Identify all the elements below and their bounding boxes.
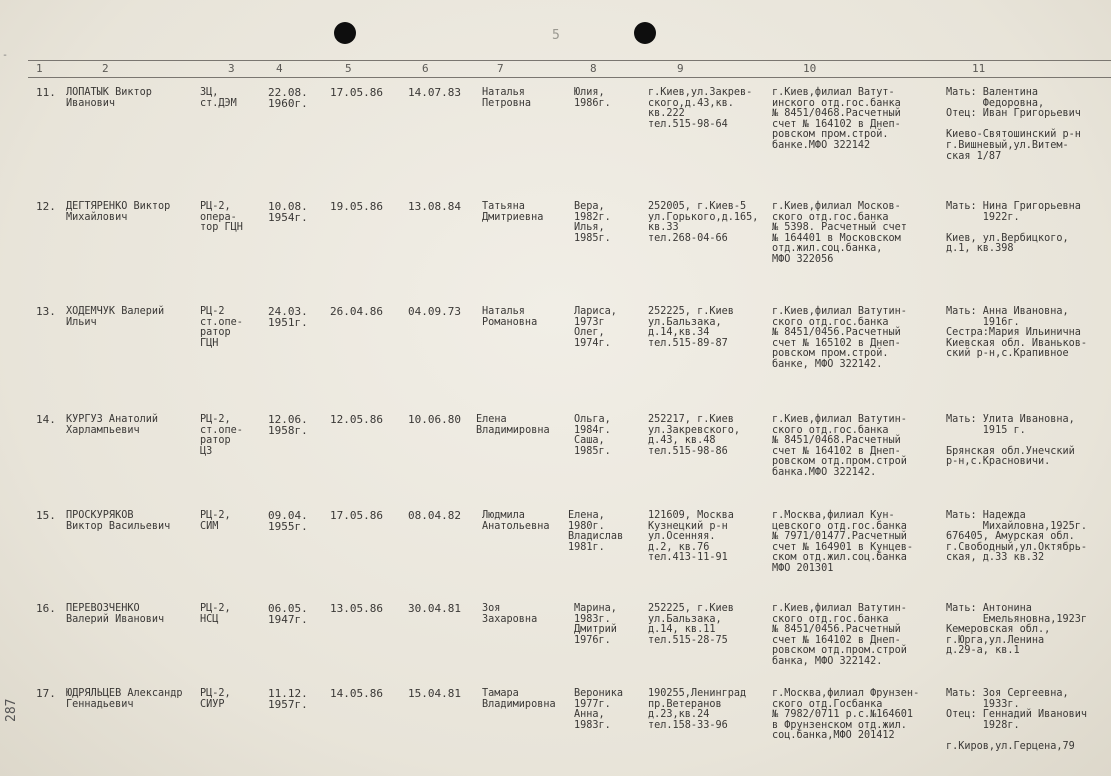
full-name: ХОДЕМЧУК Валерий Ильич [66, 306, 165, 328]
date-col5: 12.05.86 [330, 413, 383, 426]
column-number: 9 [677, 62, 684, 75]
wife-name: Тамара Владимировна [482, 688, 556, 710]
unit-position: РЦ-2, СИМ [200, 510, 231, 532]
wife-name: Людмила Анатольевна [482, 510, 550, 532]
bank-details: г.Киев,филиал Ватутин- ского отд.гос.банка № 8451/0456.Расчетный счет № 164102 в Днеп- ровском отд.пром.строй банка, МФО 322142. [772, 603, 907, 667]
bank-details: г.Киев,филиал Ватутин- ского отд.гос.банка № 8451/0456.Расчетный счет № 165102 в Днеп- ровском пром.строй. банке, МФО 322142. [772, 306, 907, 370]
date-col6: 10.06.80 [408, 413, 461, 426]
unit-position: РЦ-2, опера- тор ГЦН [200, 201, 243, 234]
page-number: 5 [552, 28, 560, 43]
unit-position: РЦ-2, ст.опе- ратор ЦЗ [200, 414, 243, 457]
date-col6: 15.04.81 [408, 687, 461, 700]
date-col6: 08.04.82 [408, 509, 461, 522]
row-number: 17. [36, 687, 56, 700]
date-col6: 30.04.81 [408, 602, 461, 615]
column-number: 2 [102, 62, 109, 75]
bank-details: г.Киев,филиал Ватутин- ского отд.гос.банка № 8451/0468.Расчетный счет № 164102 в Днеп- ровском отд.пром.строй банка.МФО 322142. [772, 414, 907, 478]
archive-mark: 287 [4, 698, 19, 722]
column-number: 4 [276, 62, 283, 75]
date-col6: 04.09.73 [408, 305, 461, 318]
column-number: 10 [803, 62, 817, 75]
row-number: 16. [36, 602, 56, 615]
row-number: 15. [36, 509, 56, 522]
birth-date: 22.08. 1960г. [268, 86, 308, 110]
home-address: 190255,Ленинград пр.Ветеранов д.23,кв.24 тел.158-33-96 [648, 688, 747, 731]
children: Вера, 1982г. Илья, 1985г. [574, 201, 611, 244]
full-name: ПРОСКУРЯКОВ Виктор Васильевич [66, 510, 171, 532]
home-address: 252225, г.Киев ул.Бальзака, д.14,кв.34 тел.515-89-87 [648, 306, 734, 349]
birth-date: 12.06. 1958г. [268, 413, 308, 437]
header-rule-bottom [28, 77, 1111, 78]
full-name: ЮДРЯЛЬЦЕВ Александр Геннадьевич [66, 688, 183, 710]
margin-mark: - [2, 50, 9, 61]
date-col6: 14.07.83 [408, 86, 461, 99]
wife-name: Наталья Петровна [482, 87, 532, 109]
full-name: ДЕГТЯРЕНКО Виктор Михайлович [66, 201, 171, 223]
full-name: КУРГУЗ Анатолий Харлампьевич [66, 414, 159, 436]
bank-details: г.Москва,филиал Фрунзен- ского отд.Госбанка № 7982/0711 р.с.№164601 в Фрунзенском отд.жил. соц.банка,МФО 201412 [772, 688, 920, 742]
wife-name: Татьяна Дмитриевна [482, 201, 544, 223]
date-col5: 19.05.86 [330, 200, 383, 213]
birth-date: 06.05. 1947г. [268, 602, 308, 626]
parents-info: Мать: Улита Ивановна, 1915 г. Брянская обл.Унечский р-н,с.Красновичи. [946, 414, 1075, 468]
children: Лариса, 1973г Олег, 1974г. [574, 306, 617, 349]
parents-info: Мать: Нина Григорьевна 1922г. Киев, ул.Вербицкого, д.1, кв.398 [946, 201, 1081, 255]
date-col5: 13.05.86 [330, 602, 383, 615]
date-col5: 14.05.86 [330, 687, 383, 700]
row-number: 14. [36, 413, 56, 426]
home-address: 252217, г.Киев ул.Закревского, д.43, кв.48 тел.515-98-86 [648, 414, 741, 457]
children: Марина, 1983г. Дмитрий 1976г. [574, 603, 617, 646]
parents-info: Мать: Антонина Емельяновна,1923г Кемеровская обл., г.Юрга,ул.Ленина д.29-а, кв.1 [946, 603, 1088, 657]
children: Ольга, 1984г. Саша, 1985г. [574, 414, 611, 457]
column-number: 1 [36, 62, 43, 75]
date-col5: 26.04.86 [330, 305, 383, 318]
children: Вероника 1977г. Анна, 1983г. [574, 688, 624, 731]
bank-details: г.Киев,филиал Москов- ского отд.гос.банка № 5398. Расчетный счет № 164401 в Московском отд.жил.соц.банка, МФО 322056 [772, 201, 907, 265]
birth-date: 10.08. 1954г. [268, 200, 308, 224]
children: Елена, 1980г. Владислав 1981г. [568, 510, 624, 553]
header-rule-top [28, 60, 1111, 61]
wife-name: Зоя Захаровна [482, 603, 538, 625]
punch-hole-left [334, 22, 356, 44]
row-number: 11. [36, 86, 56, 99]
home-address: г.Киев,ул.Закрев- ского,д.43,кв. кв.222 тел.515-98-64 [648, 87, 753, 130]
date-col6: 13.08.84 [408, 200, 461, 213]
punch-hole-right [634, 22, 656, 44]
wife-name: Елена Владимировна [476, 414, 550, 436]
birth-date: 24.03. 1951г. [268, 305, 308, 329]
parents-info: Мать: Валентина Федоровна, Отец: Иван Григорьевич Киево-Святошинский р-н г.Вишневый,ул.Витем- ская 1/87 [946, 87, 1081, 162]
date-col5: 17.05.86 [330, 86, 383, 99]
home-address: 121609, Москва Кузнецкий р-н ул.Осенняя. д.2, кв.76 тел.413-11-91 [648, 510, 734, 564]
date-col5: 17.05.86 [330, 509, 383, 522]
bank-details: г.Москва,филиал Кун- цевского отд.гос.банка № 7971/01477.Расчетный счет № 164901 в Кунцев- ском отд.жил.соц.банка МФО 201301 [772, 510, 914, 574]
parents-info: Мать: Зоя Сергеевна, 1933г. Отец: Геннадий Иванович 1928г. г.Киров,ул.Герцена,79 [946, 688, 1088, 752]
children: Юлия, 1986г. [574, 87, 611, 109]
row-number: 12. [36, 200, 56, 213]
birth-date: 09.04. 1955г. [268, 509, 308, 533]
birth-date: 11.12. 1957г. [268, 687, 308, 711]
column-number: 11 [972, 62, 986, 75]
home-address: 252225, г.Киев ул.Бальзака, д.14, кв.11 тел.515-28-75 [648, 603, 734, 646]
unit-position: ЗЦ, ст.ДЭМ [200, 87, 237, 109]
unit-position: РЦ-2 ст.опе- ратор ГЦН [200, 306, 243, 349]
full-name: ПЕРЕВОЗЧЕНКО Валерий Иванович [66, 603, 165, 625]
column-number-header [0, 62, 1111, 76]
wife-name: Наталья Романовна [482, 306, 538, 328]
column-number: 8 [590, 62, 597, 75]
parents-info: Мать: Надежда Михайловна,1925г. 676405, Амурская обл. г.Свободный,ул.Октябрь- ская, д.33 кв.32 [946, 510, 1088, 564]
unit-position: РЦ-2, СИУР [200, 688, 231, 710]
full-name: ЛОПАТЫК Виктор Иванович [66, 87, 152, 109]
column-number: 6 [422, 62, 429, 75]
unit-position: РЦ-2, НСЦ [200, 603, 231, 625]
column-number: 7 [497, 62, 504, 75]
row-number: 13. [36, 305, 56, 318]
home-address: 252005, г.Киев-5 ул.Горького,д.165, кв.33 тел.268-04-66 [648, 201, 759, 244]
column-number: 5 [345, 62, 352, 75]
bank-details: г.Киев,филиал Ватут- инского отд.гос.банка № 8451/0468.Расчетный счет № 164102 в Днеп- ровском пром.строй. банке.МФО 322142 [772, 87, 901, 151]
parents-info: Мать: Анна Ивановна, 1916г. Сестра:Мария Ильинична Киевская обл. Иваньков- ский р-н,с.Крапивное [946, 306, 1088, 360]
column-number: 3 [228, 62, 235, 75]
